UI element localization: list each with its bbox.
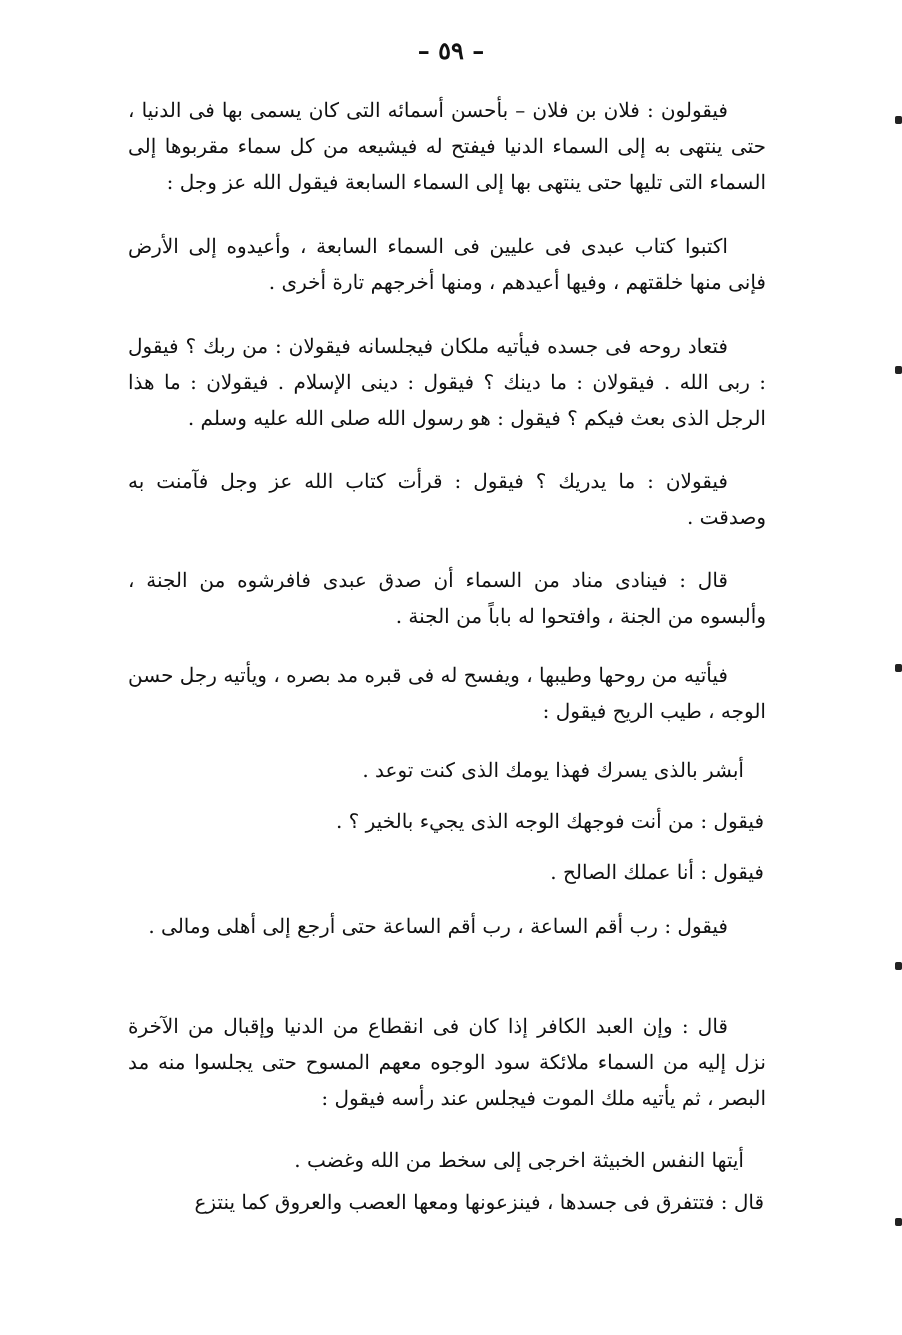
paragraph-10: فيقول : رب أقم الساعة ، رب أقم الساعة حتى أرجع إلى أهلى ومالى . <box>148 914 728 938</box>
paragraph-5: قال : فينادى مناد من السماء أن صدق عبدى فافرشوه من الجنة ، وألبسوه من الجنة ، وافتحوا له باباً من الجنة . <box>128 568 766 628</box>
margin-mark-4 <box>895 962 902 970</box>
margin-mark-5 <box>895 1218 902 1226</box>
paragraph-13: قال : فتتفرق فى جسدها ، فينزعونها ومعها العصب والعروق كما ينتزع <box>194 1190 764 1214</box>
paragraph-4: فيقولان : ما يدريك ؟ فيقول : قرأت كتاب الله عز وجل فآمنت به وصدقت . <box>128 469 766 529</box>
paragraph-1: فيقولون : فلان بن فلان – بأحسن أسمائه التى كان يسمى بها فى الدنيا ، حتى ينتهى به إلى السماء الدنيا فيفتح له فيشيعه من كل سماء مقربوها إلى السماء التى تليها حتى ينتهى بها إلى السماء السابعة فيقول الله عز وجل : <box>128 98 766 194</box>
page-number: – ٥٩ – <box>417 36 485 65</box>
paragraph-7: أبشر بالذى يسرك فهذا يومك الذى كنت توعد . <box>362 758 744 782</box>
paragraph-3: فتعاد روحه فى جسده فيأتيه ملكان فيجلسانه فيقولان : من ربك ؟ فيقول : ربى الله . فيقولان : ما دينك ؟ فيقول : دينى الإسلام . فيقولان : ما هذا الرجل الذى بعث فيكم ؟ فيقول : هو رسول الله صلى الله عليه وسلم . <box>128 334 766 430</box>
margin-mark-1 <box>895 116 902 124</box>
margin-mark-3 <box>895 664 902 672</box>
paragraph-9: فيقول : أنا عملك الصالح . <box>550 860 764 884</box>
paragraph-6: فيأتيه من روحها وطيبها ، ويفسح له فى قبره مد بصره ، ويأتيه رجل حسن الوجه ، طيب الريح فيقول : <box>128 663 766 723</box>
paragraph-8: فيقول : من أنت فوجهك الوجه الذى يجيء بالخير ؟ . <box>335 809 764 833</box>
paragraph-11: قال : وإن العبد الكافر إذا كان فى انقطاع من الدنيا وإقبال من الآخرة نزل إليه من السماء ملائكة سود الوجوه معهم المسوح حتى يجلسوا منه مد البصر ، ثم يأتيه ملك الموت فيجلس عند رأسه فيقول : <box>128 1014 766 1110</box>
paragraph-12: أيتها النفس الخبيثة اخرجى إلى سخط من الله وغضب . <box>294 1148 744 1172</box>
paragraph-2: اكتبوا كتاب عبدى فى عليين فى السماء السابعة ، وأعيدوه إلى الأرض فإنى منها خلقتهم ، وفيها أعيدهم ، ومنها أخرجهم تارة أخرى . <box>128 234 766 294</box>
margin-mark-2 <box>895 366 902 374</box>
